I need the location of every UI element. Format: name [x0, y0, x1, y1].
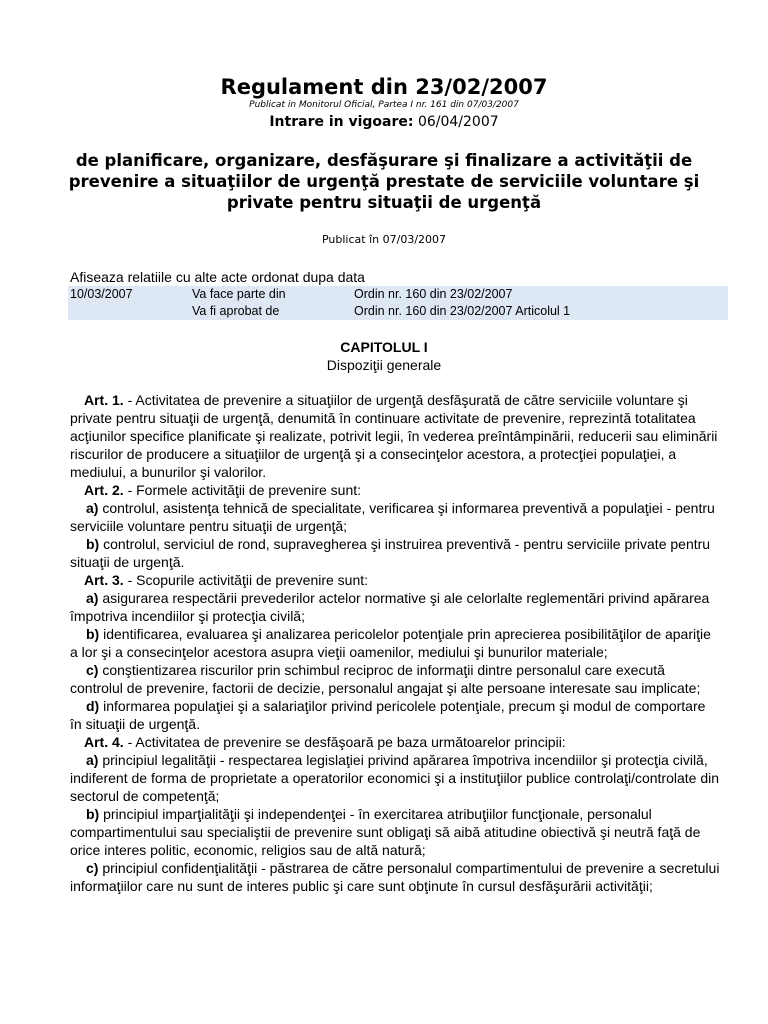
list-item — [70, 661, 720, 697]
item-letter: a) — [86, 590, 99, 606]
item-text: principiul imparţialităţii şi independenţei - în exercitarea atribuţiilor funcţionale, personalul compartimentului sau specialiştii de prevenire sunt obligaţi să aibă atitudine obiectivă şi neutră faţă de orice interes politic, economic, religios sau de altă natură; — [70, 806, 701, 858]
relations-table — [68, 286, 728, 320]
article-text: - Scopurile activităţii de prevenire sunt: — [123, 572, 369, 588]
effective-date-label: Intrare in vigoare: — [269, 114, 414, 130]
list-item — [70, 499, 720, 535]
item-letter: a) — [86, 500, 99, 516]
item-letter: c) — [86, 860, 99, 876]
list-item — [70, 859, 720, 895]
list-item — [70, 535, 720, 571]
published-date: Publicat în 07/03/2007 — [321, 233, 447, 246]
relation-type: Va fi aprobat de — [190, 303, 352, 320]
relations-heading[interactable]: Afiseaza relatiile cu alte acte ordonat dupa data — [70, 269, 365, 285]
item-text: principiul confidenţialităţii - păstrarea de către personalul compartimentului de prevenire a secretului informaţiilor care nu sunt de interes public şi care sunt obţinute în cursul desfăşurării activităţii; — [70, 860, 720, 894]
article-text: - Activitatea de prevenire a situaţiilor de urgenţă desfăşurată de către serviciile voluntare şi private pentru situaţii de urgenţă, denumită în continuare activitate de prevenire, reprezintă totalitatea acţiunilor specifice planificate şi realizate, potrivit legii, în vederea preîntâmpinării, reducerii sau eliminării riscurilor de producere a situaţiilor de urgenţă şi a consecinţelor acestora, a protecţiei populaţiei, a mediului, a bunurilor şi valorilor. — [70, 392, 718, 480]
chapter-heading — [0, 338, 768, 374]
item-text: identificarea, evaluarea şi analizarea pericolelor potenţiale prin aprecierea posibilităţilor de apariţie a lor şi a consecinţelor acestora asupra vieţii oamenilor, mediului şi bunurilor materiale; — [70, 626, 711, 660]
document-title: Regulament din 23/02/2007 — [220, 75, 548, 99]
article-number: Art. 1. — [84, 392, 124, 408]
relation-date — [68, 303, 190, 320]
article-text: - Formele activităţii de prevenire sunt: — [123, 482, 362, 498]
item-text: principiul legalităţii - respectarea legislaţiei privind apărarea împotriva incendiilor şi protecţia civilă, indiferent de forma de proprietate a operatorilor economici şi a instituţiilor publice controlaţi/controlate din sectorul de competenţă; — [70, 752, 720, 804]
article-text: - Activitatea de prevenire se desfăşoară pe baza următoarelor principii: — [123, 734, 566, 750]
relation-type: Va face parte din — [190, 286, 352, 303]
document-subtitle: de planificare, organizare, desfăşurare şi finalizare a activităţii de prevenire a situaţiilor de urgenţă prestate de serviciile voluntare şi private pentru situaţii de urgenţă — [68, 151, 700, 212]
article-2 — [70, 481, 720, 499]
article-1 — [70, 391, 720, 481]
item-letter: d) — [86, 698, 100, 714]
monitorul-oficial-note: Publicat in Monitorul Oficial, Partea I nr. 161 din 07/03/2007 — [249, 100, 519, 110]
relation-date: 10/03/2007 — [68, 286, 190, 303]
item-letter: b) — [86, 536, 100, 552]
list-item — [70, 805, 720, 859]
item-text: informarea populaţiei şi a salariaţilor privind pericolele potenţiale, precum şi modul de comportare în situaţii de urgenţă. — [70, 698, 706, 732]
table-row — [68, 286, 728, 303]
relation-act-link[interactable]: Ordin nr. 160 din 23/02/2007 — [352, 286, 728, 303]
item-text: controlul, serviciul de rond, supravegherea şi instruirea preventivă - pentru serviciile private pentru situaţii de urgenţă. — [70, 536, 711, 570]
relation-act-link[interactable]: Ordin nr. 160 din 23/02/2007 Articolul 1 — [352, 303, 728, 320]
item-text: asigurarea respectării prevederilor actelor normative şi ale celorlalte reglementări privind apărarea împotriva incendiilor şi protecţia civilă; — [70, 590, 710, 624]
article-number: Art. 3. — [84, 572, 124, 588]
chapter-title: Dispoziţii generale — [326, 357, 442, 373]
article-4 — [70, 733, 720, 751]
item-letter: c) — [86, 662, 99, 678]
list-item — [70, 751, 720, 805]
item-letter: a) — [86, 752, 99, 768]
article-3 — [70, 571, 720, 589]
item-text: controlul, asistenţa tehnică de specialitate, verificarea şi informarea preventivă a populaţiei - pentru serviciile voluntare pentru situaţii de urgenţă; — [70, 500, 715, 534]
article-number: Art. 4. — [84, 734, 124, 750]
effective-date — [0, 113, 768, 131]
effective-date-value: 06/04/2007 — [413, 114, 499, 130]
chapter-number: CAPITOLUL I — [340, 339, 428, 355]
item-letter: b) — [86, 806, 100, 822]
table-row — [68, 303, 728, 320]
list-item — [70, 589, 720, 625]
item-letter: b) — [86, 626, 100, 642]
list-item — [70, 625, 720, 661]
list-item — [70, 697, 720, 733]
article-number: Art. 2. — [84, 482, 124, 498]
articles-body — [70, 391, 720, 895]
item-text: conştientizarea riscurilor prin schimbul reciproc de informaţii dintre personalul care execută controlul de prevenire, factorii de decizie, personalul angajat şi alte persoane interesate sau implicate; — [70, 662, 701, 696]
